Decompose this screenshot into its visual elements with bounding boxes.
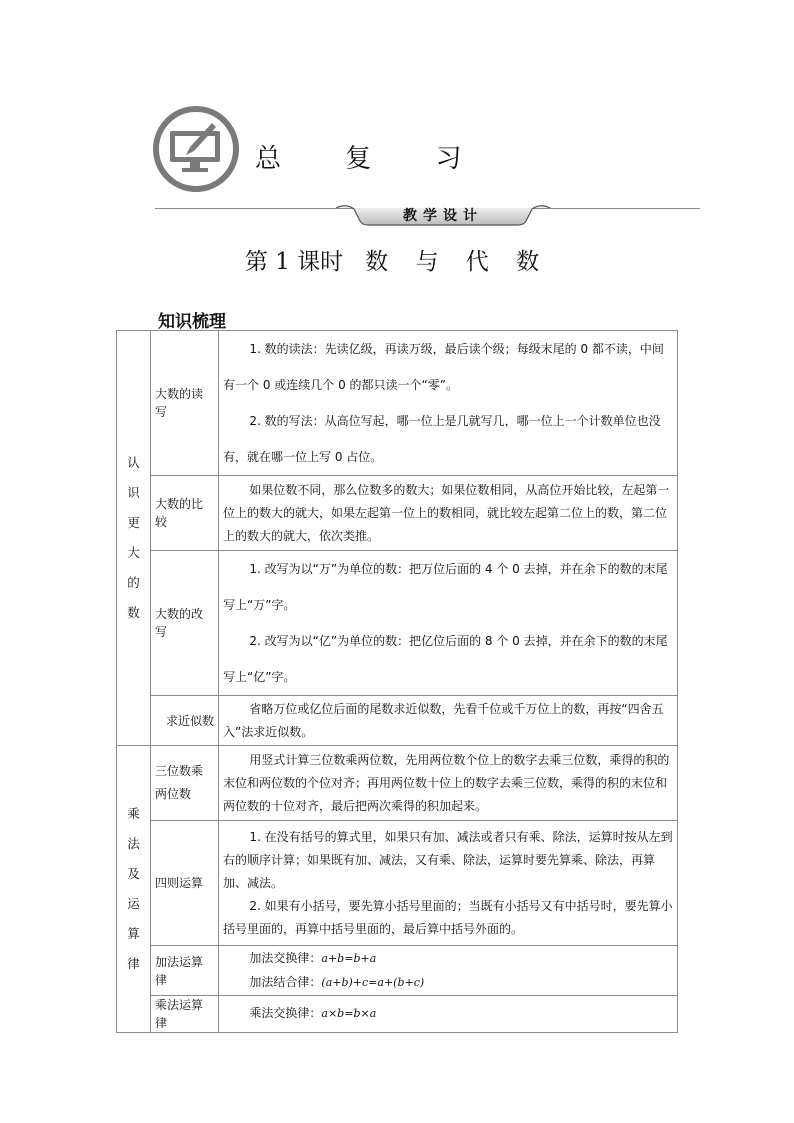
law-formula: a+b=b+a [321,952,377,965]
group-char: 更 [127,515,140,530]
content-cell [219,551,678,696]
group-char: 运 [127,896,140,911]
group-char: 识 [127,485,140,500]
content-cell [219,331,678,476]
topic-cell: 大数的改写 [151,551,219,696]
law-name: 乘法交换律： [249,1006,322,1021]
topic-cell: 大数的读写 [151,331,219,476]
content-cell [219,476,678,551]
lesson-title [0,243,794,276]
table-row [117,821,678,946]
topic-cell: 四则运算 [151,821,219,946]
topic-cell: 乘法运算律 [151,996,219,1033]
group-char: 认 [127,455,140,470]
paragraph: 2. 改写为以“亿”为单位的数：把亿位后面的 8 个 0 去掉，并在余下的数的末尾写上“亿”字。 [223,634,668,684]
group-char: 算 [127,926,140,941]
group-char: 及 [127,866,140,881]
content-cell [219,746,678,821]
group-char: 数 [127,605,140,620]
table-row [117,946,678,996]
group-char: 的 [127,575,140,590]
group-char: 乘 [127,806,140,821]
table-row [117,331,678,476]
law-name: 加法结合律： [249,974,322,989]
banner-label: 教学设计 [403,208,483,224]
lesson-topic: 数 与 代 数 [365,249,550,275]
paragraph: 1. 在没有括号的算式里，如果只有加、减法或者只有乘、除法，运算时按从左到右的顺序计算；如果既有加、减法，又有乘、除法，运算时要先算乘、除法，再算加、减法。 [223,829,673,890]
group-char: 法 [127,836,140,851]
law-line [223,1002,673,1026]
topic-cell: 三位数乘两位数 [151,746,219,821]
paragraph: 1. 数的读法：先读亿级，再读万级，最后读个级；每级末尾的 0 都不读，中间有一个 0 或连续几个 0 的都只读一个“零”。 [223,342,664,392]
group-label-big-numbers [117,331,151,746]
topic-cell: 加法运算律 [151,946,219,996]
content-cell [219,946,678,996]
law-line [223,947,673,971]
paragraph: 1. 改写为以“万”为单位的数：把万位后面的 4 个 0 去掉，并在余下的数的末尾写上“万”字。 [223,562,668,612]
group-char: 律 [127,956,140,971]
law-formula: a×b=b×a [321,1007,377,1021]
knowledge-table [116,330,678,1033]
topic-cell: 大数的比较 [151,476,219,551]
table-row [117,996,678,1033]
paragraph: 省略万位或亿位后面的尾数求近似数，先看千位或千万位上的数，再按“四舍五入”法求近似数。 [223,702,664,739]
law-name: 加法交换律： [249,951,322,965]
table-row [117,746,678,821]
table-row [117,551,678,696]
paragraph: 2. 如果有小括号，要先算小括号里面的；当既有小括号又有中括号时，要先算小括号里面的，再算中括号里面的，最后算中括号外面的。 [223,898,673,936]
paragraph: 如果位数不同，那么位数多的数大；如果位数相同，从高位开始比较，左起第一位上的数大的就大，如果左起第一位上的数相同，就比较左起第二位上的数，第二位上的数大的就大，依次类推。 [223,482,670,543]
paragraph: 2. 数的写法：从高位写起，哪一位上是几就写几，哪一位上一个计数单位也没有，就在哪一位上写 0 占位。 [223,414,661,464]
lesson-number: 第 1 课时 [244,249,344,275]
law-line [223,971,673,995]
monitor-pen-icon [152,105,240,193]
group-char: 大 [127,545,140,560]
table-row [117,696,678,746]
section-heading: 知识梳理 [158,312,226,332]
table-row [117,476,678,551]
group-label-multiplication-laws [117,746,151,1033]
paragraph: 用竖式计算三位数乘两位数，先用两位数个位上的数字去乘三位数，乘得的积的末位和两位数的个位对齐；再用两位数十位上的数字去乘三位数，乘得的积的末位和两位数的十位对齐，最后把两次乘得的积加起来。 [223,752,670,813]
chapter-title: 总 复 习 [255,144,490,174]
content-cell [219,821,678,946]
topic-cell: 求近似数 [151,696,219,746]
law-formula: (a+b)+c=a+(b+c) [321,975,425,989]
content-cell [219,996,678,1033]
content-cell [219,696,678,746]
